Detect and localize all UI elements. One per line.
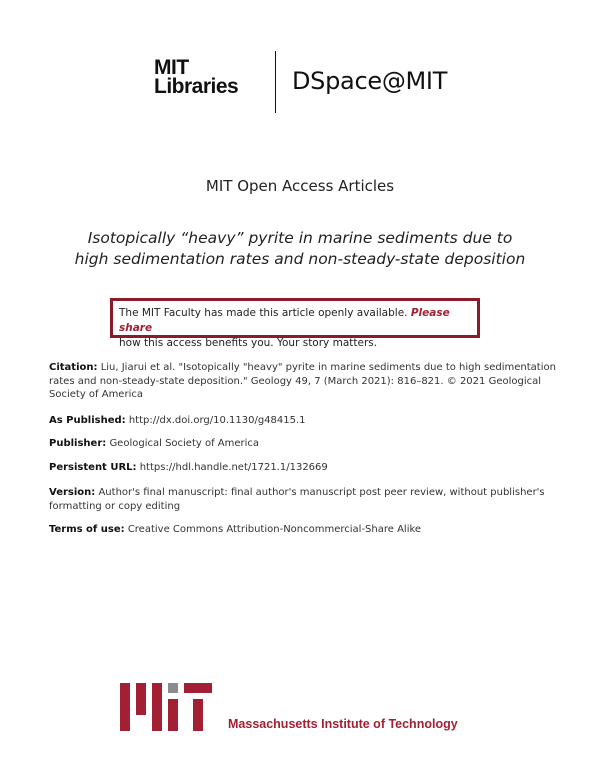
version-field xyxy=(49,486,559,513)
header-logos xyxy=(152,51,472,115)
terms-label: Terms of use: xyxy=(49,524,125,535)
version-label: Version: xyxy=(49,487,96,498)
notice-text-before: The MIT Faculty has made this article openly available. xyxy=(119,307,411,319)
citation-field xyxy=(49,361,559,402)
mit-libraries-logo xyxy=(154,58,238,96)
article-title-line2: high sedimentation rates and non-steady-state deposition xyxy=(74,250,526,268)
notice-text-after: how this access benefits you. Your story matters. xyxy=(119,337,378,349)
mit-bar-2 xyxy=(136,683,146,715)
version-value: Author's final manuscript: final author's manuscript post peer review, without publisher's formatting or copy editing xyxy=(49,487,545,512)
mit-bar-7 xyxy=(193,699,203,731)
license-link[interactable]: Creative Commons Attribution-Noncommercial-Share Alike xyxy=(127,524,422,535)
mit-bar-1 xyxy=(120,683,130,731)
mit-bar-5 xyxy=(168,699,178,731)
logo-divider xyxy=(275,51,276,113)
persistent-url-label: Persistent URL: xyxy=(49,462,137,473)
mit-logo-icon xyxy=(120,683,212,731)
dspace-logo: DSpace@MIT xyxy=(292,67,448,95)
publisher-label: Publisher: xyxy=(49,438,107,449)
mit-bar-4 xyxy=(168,683,178,693)
terms-field xyxy=(49,523,559,537)
article-title xyxy=(60,228,540,270)
mit-bar-6 xyxy=(184,683,212,693)
article-title-line1: Isotopically “heavy” pyrite in marine sediments due to xyxy=(87,229,513,247)
published-field xyxy=(49,414,559,428)
persistent-url-field xyxy=(49,461,559,475)
published-label: As Published: xyxy=(49,415,126,426)
citation-value: Liu, Jiarui et al. "Isotopically "heavy" pyrite in marine sediments due to high sedimentation rates and non-steady-state deposition." Geology 49, 7 (March 2021): 816–821. © 2021 Geological Society of America xyxy=(49,362,556,400)
mit-footer xyxy=(120,683,500,731)
institution-name: Massachusetts Institute of Technology xyxy=(228,717,458,731)
publisher-field xyxy=(49,437,559,451)
mit-libraries-line2: Libraries xyxy=(154,75,239,98)
please-share-link[interactable]: Please share xyxy=(119,307,450,334)
open-access-notice xyxy=(110,298,480,349)
mit-libraries-line1: MIT xyxy=(154,56,189,79)
mit-bar-3 xyxy=(152,683,162,731)
publisher-value: Geological Society of America xyxy=(109,438,260,449)
collection-title: MIT Open Access Articles xyxy=(205,177,395,195)
citation-label: Citation: xyxy=(49,362,98,373)
handle-link[interactable]: https://hdl.handle.net/1721.1/132669 xyxy=(139,462,328,473)
doi-link[interactable]: http://dx.doi.org/10.1130/g48415.1 xyxy=(128,415,306,426)
